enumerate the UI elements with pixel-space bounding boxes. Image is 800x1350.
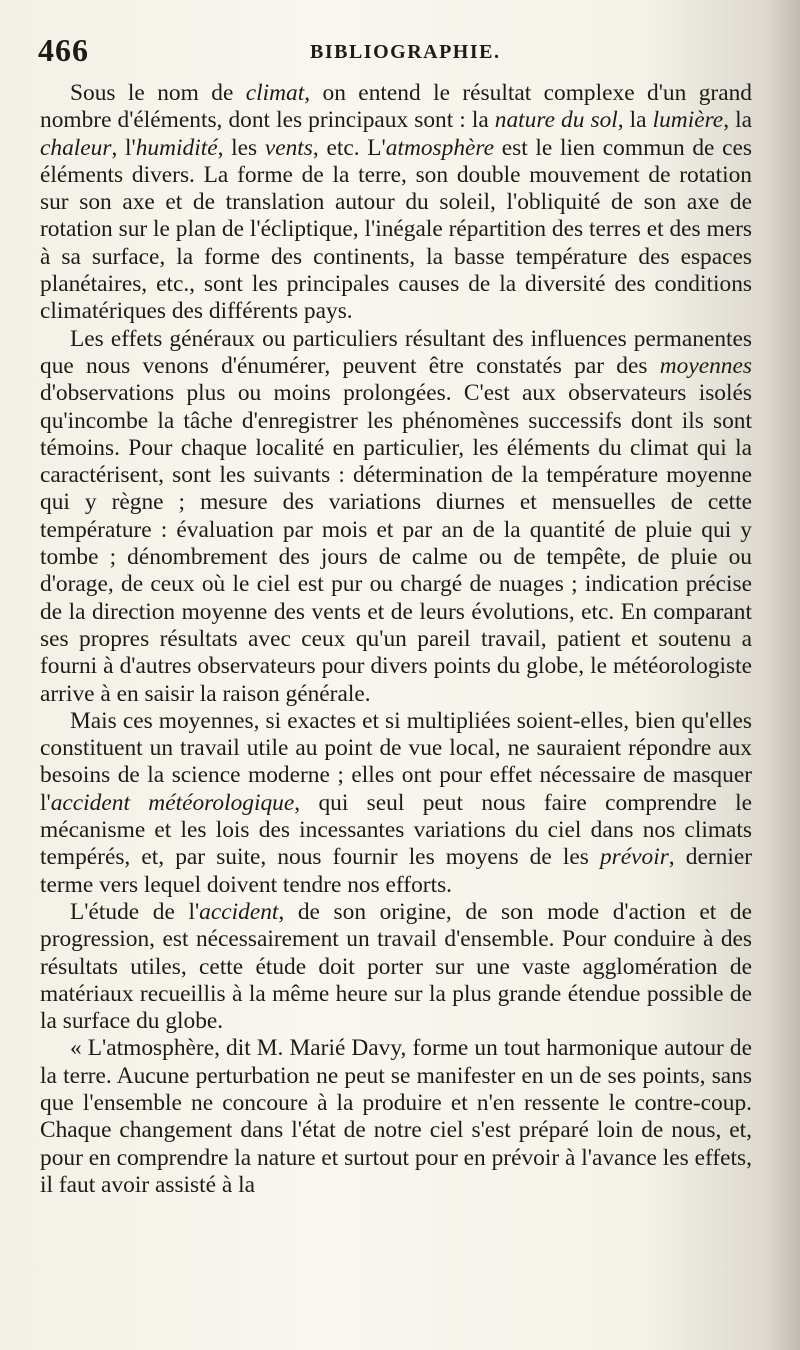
paragraph-2 — [40, 326, 752, 708]
italic-run: atmosphère — [385, 134, 495, 161]
text-run: est le lien commun de ces éléments divers. La forme de la terre, son double mouvement de rotation sur son axe et de translation autour du soleil, l'obliquité de son axe de rotation sur le plan de l'écliptique, l'inégale répartition des terres et des mers à sa surface, la forme des continents, la basse température des espaces planétaires, etc., sont les principales causes de la diversité des conditions climatériques des différents pays. — [40, 134, 753, 325]
paragraph-3 — [40, 708, 752, 899]
text-run: « L'atmosphère, dit M. Marié Davy, forme un tout harmonique autour de la terre. Aucune perturbation ne peut se manifester en un de ses points, sans que l'ensemble ne concoure à la produire et n'en ressente le contre-coup. Chaque changement dans l'état de notre ciel s'est préparé loin de nous, et, pour en comprendre la nature et surtout pour en prévoir à l'avance les effets, il faut avoir assisté à la — [40, 1035, 752, 1198]
italic-run: lumière — [652, 107, 724, 134]
italic-run: nature du sol — [494, 107, 618, 134]
page-header — [38, 32, 760, 72]
italic-run: vents — [264, 134, 313, 161]
text-run: , qui seul peut nous faire comprendre le mécanisme et les lois des incessantes variations du ciel dans nos climats tempérés, et, par suite, nous fournir les moyens de les — [40, 789, 752, 871]
paragraph-5 — [40, 1035, 752, 1199]
text-run: , la — [723, 107, 752, 134]
italic-run: chaleur — [40, 134, 112, 161]
body-text — [40, 80, 752, 1199]
italic-run: humidité — [135, 134, 218, 161]
text-run: , la — [617, 107, 653, 134]
italic-run: accident — [199, 898, 279, 925]
text-run: , de son origine, de son mode d'action et de progression, est nécessairement un travail d'ensemble. Pour conduire à des résultats utiles, cette étude doit porter sur une vaste agglomération de matériaux recueillis à la même heure sur la plus grande étendue possible de la surface du globe. — [40, 898, 752, 1035]
text-run: Les effets généraux ou particuliers résultant des influences permanentes que nous venons d'énumérer, peuvent être constatés par des — [40, 325, 752, 379]
italic-run: prévoir — [599, 844, 669, 871]
text-run: , etc. L' — [312, 134, 386, 161]
italic-run: accident météorologique — [50, 789, 295, 816]
text-run: , l' — [111, 134, 136, 161]
text-run: , on entend le résultat complexe d'un grand nombre d'éléments, dont les principaux sont : la — [40, 80, 752, 134]
italic-run: moyennes — [659, 352, 752, 379]
paragraph-1 — [40, 80, 752, 326]
text-run: L'étude de l' — [70, 898, 200, 925]
text-run: Sous le nom de — [70, 80, 246, 106]
running-head: BIBLIOGRAPHIE. — [310, 41, 501, 63]
text-run: d'observations plus ou moins prolongées. C'est aux observateurs isolés qu'incombe la tâche d'enregistrer les phénomènes successifs dont ils sont témoins. Pour chaque localité en particulier, les éléments du climat qui la caractérisent, sont les suivants : détermination de la température moyenne qui y règne ; mesure des variations diurnes et mensuelles de cette température : évaluation par mois et par an de la quantité de pluie qui y tombe ; dénombrement des jours de calme ou de tempête, de pluie ou d'orage, de ceux où le ciel est pur ou chargé de nuages ; indication précise de la direction moyenne des vents et de leurs évolutions, etc. En comparant ses propres résultats avec ceux qu'un pareil travail, patient et soutenu a fourni à d'autres observateurs pour divers points du globe, le météorologiste arrive à en saisir la raison générale. — [40, 380, 752, 707]
text-run: , dernier terme vers lequel doivent tendre nos efforts. — [40, 844, 752, 898]
text-run: Mais ces moyennes, si exactes et si multipliées soient-elles, bien qu'elles constituent un travail utile au point de vue local, ne sauraient répondre aux besoins de la science moderne ; elles ont pour effet nécessaire de masquer l' — [40, 707, 752, 816]
italic-run: climat — [245, 80, 305, 106]
text-run: , les — [217, 134, 265, 161]
page-number: 466 — [38, 32, 89, 68]
paragraph-4 — [40, 899, 752, 1035]
